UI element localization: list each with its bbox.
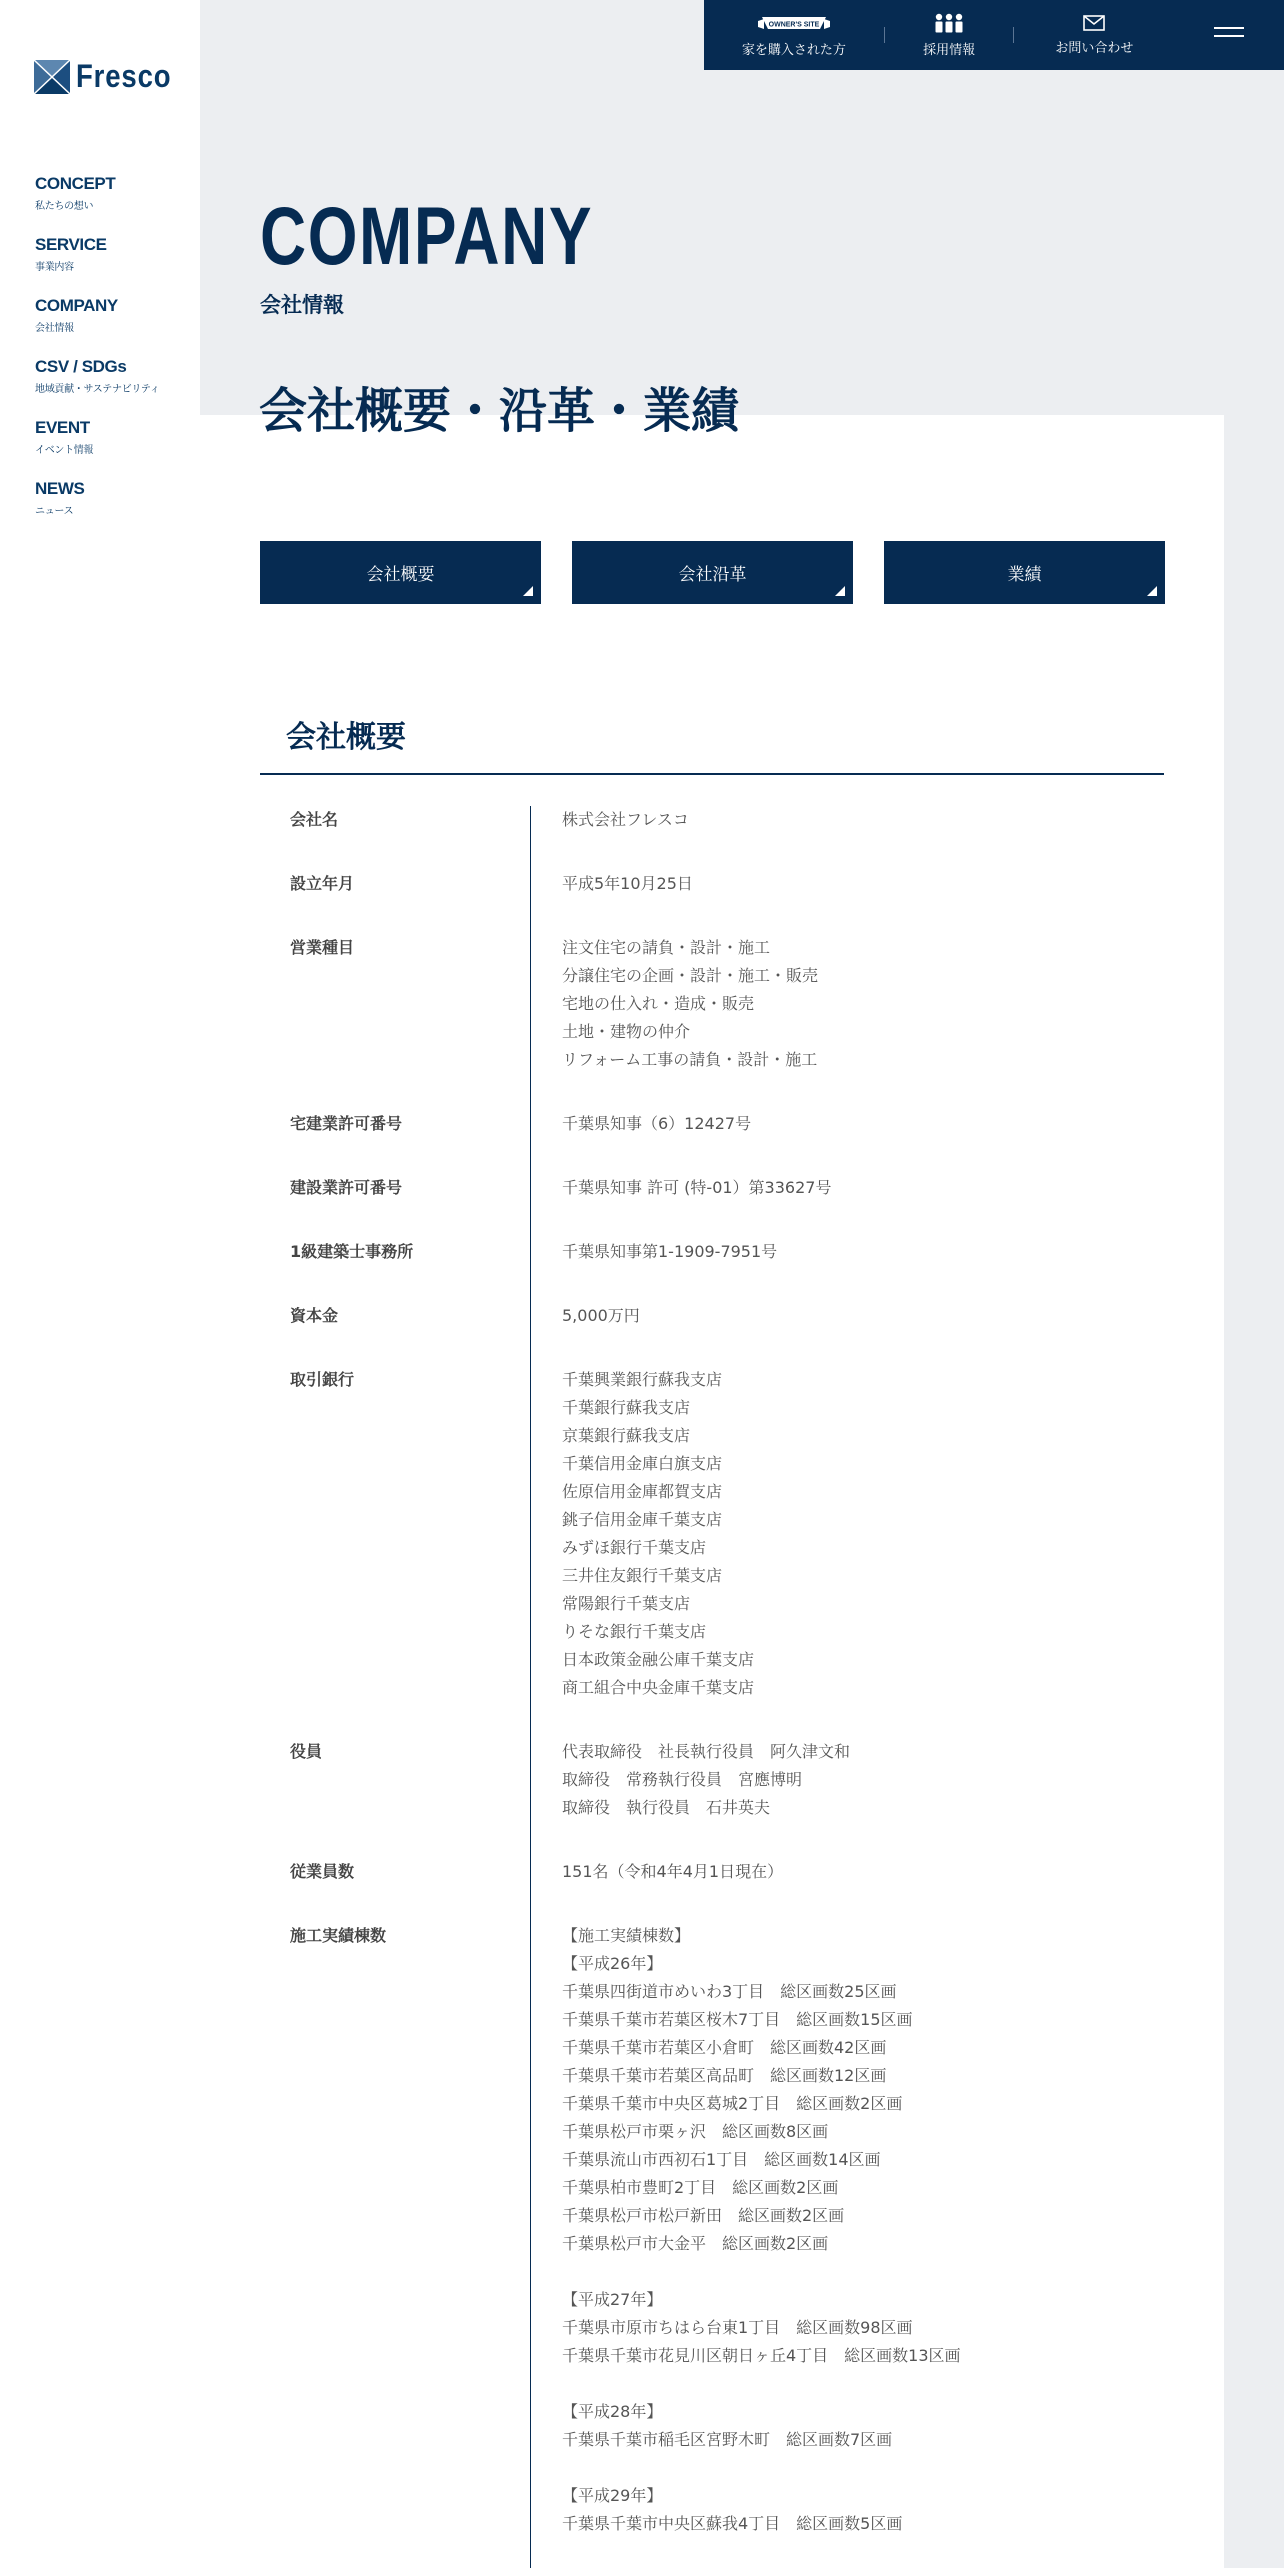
contact-label: お問い合わせ: [1055, 40, 1134, 56]
table-row: [290, 870, 1164, 898]
section-heading: 会社概要・沿革・業績: [259, 383, 740, 439]
corner-arrow-icon: [1147, 586, 1157, 596]
row-value: 【平成29年】: [562, 2486, 663, 2505]
tab-company-overview[interactable]: [260, 541, 541, 604]
row-values: [562, 1922, 961, 2538]
corner-arrow-icon: [835, 586, 845, 596]
owners-site-link[interactable]: [704, 0, 884, 70]
row-values: [562, 1302, 640, 1330]
row-value: 日本政策金融公庫千葉支店: [562, 1650, 755, 1669]
row-value: 千葉興業銀行蘇我支店: [562, 1370, 723, 1389]
owners-site-badge-icon: [758, 13, 830, 33]
row-values: [562, 1738, 850, 1822]
row-values: [562, 1238, 777, 1266]
row-value: 常陽銀行千葉支店: [562, 1594, 691, 1613]
row-label: 施工実績棟数: [290, 1926, 387, 1945]
row-label: 資本金: [290, 1306, 339, 1325]
row-values: [562, 870, 693, 898]
sidebar-item-sublabel: 事業内容: [35, 262, 74, 273]
sidebar-item-news[interactable]: [35, 479, 160, 540]
sidebar-item-csv-sdgs[interactable]: [35, 357, 160, 418]
mail-icon: [1083, 15, 1105, 31]
row-label: 役員: [290, 1742, 323, 1761]
recruit-label: 採用情報: [923, 42, 976, 58]
table-row: [290, 1366, 1164, 1702]
owners-site-badge-text: OWNER'S SITE: [768, 21, 820, 28]
row-value: 千葉県流山市西初石1丁目 総区画数14区画: [562, 2150, 881, 2169]
tab-company-history[interactable]: [572, 541, 853, 604]
row-value: リフォーム工事の請負・設計・施工: [562, 1050, 818, 1069]
row-values: [562, 1858, 783, 1886]
row-value: 三井住友銀行千葉支店: [562, 1566, 723, 1585]
row-value: 千葉県千葉市中央区蘇我4丁目 総区画数5区画: [562, 2514, 903, 2533]
row-label: 従業員数: [290, 1862, 355, 1881]
corner-arrow-icon: [523, 586, 533, 596]
row-value: 代表取締役 社長執行役員 阿久津文和: [562, 1742, 851, 1761]
table-row: [290, 1174, 1164, 1202]
row-value: みずほ銀行千葉支店: [562, 1538, 707, 1557]
sidebar-item-label: SERVICE: [35, 235, 107, 254]
heading-divider: [260, 773, 1164, 775]
sidebar-item-sublabel: 会社情報: [35, 323, 74, 334]
owners-site-label: 家を購入された方: [741, 42, 846, 58]
row-value: 千葉県知事 許可 (特-01）第33627号: [562, 1178, 832, 1197]
row-value: 千葉県千葉市稲毛区宮野木町 総区画数7区画: [562, 2430, 893, 2449]
sidebar-item-label: NEWS: [35, 479, 85, 498]
row-label: 会社名: [290, 810, 339, 829]
row-label: 設立年月: [290, 874, 355, 893]
table-row: [290, 1738, 1164, 1822]
table-row: [290, 1922, 1164, 2538]
row-value: 【施工実績棟数】: [562, 1926, 691, 1945]
row-value: 千葉県千葉市若葉区小倉町 総区画数42区画: [562, 2038, 887, 2057]
anchor-tabs: [260, 541, 1165, 604]
table-row: [290, 1858, 1164, 1886]
row-value: 千葉県市原市ちはら台東1丁目 総区画数98区画: [562, 2318, 913, 2337]
sidebar-item-sublabel: ニュース: [35, 506, 74, 517]
top-bar: [704, 0, 1284, 70]
sidebar-item-label: CONCEPT: [35, 174, 116, 193]
sidebar-item-label: EVENT: [35, 418, 90, 437]
tab-label: 会社概要: [366, 565, 435, 585]
sidebar-item-label: CSV / SDGs: [35, 357, 127, 376]
row-value: 平成5年10月25日: [562, 874, 693, 893]
row-value: 千葉県千葉市若葉区桜木7丁目 総区画数15区画: [562, 2010, 913, 2029]
row-value: 千葉県知事（6）12427号: [562, 1114, 752, 1133]
row-value: 【平成28年】: [562, 2402, 663, 2421]
row-value: 【平成26年】: [562, 1954, 663, 1973]
brand-logo[interactable]: [34, 58, 187, 95]
overview-heading: 会社概要: [286, 720, 406, 755]
row-value: 注文住宅の請負・設計・施工: [562, 938, 771, 957]
sidebar-item-label: COMPANY: [35, 296, 118, 315]
contact-link[interactable]: [1014, 0, 1174, 70]
tab-performance[interactable]: [884, 541, 1165, 604]
row-values: [562, 1366, 754, 1702]
row-value: 千葉県松戸市栗ヶ沢 総区画数8区画: [562, 2122, 829, 2141]
tab-label: 業績: [1007, 565, 1042, 585]
row-label: 取引銀行: [290, 1370, 355, 1389]
row-value: 取締役 常務執行役員 宮應博明: [562, 1770, 803, 1789]
table-row: [290, 1238, 1164, 1266]
sidebar-item-concept[interactable]: [35, 174, 160, 235]
row-value: 分譲住宅の企画・設計・施工・販売: [562, 966, 819, 985]
brand-name: Fresco: [76, 58, 172, 94]
row-value: 151名（令和4年4月1日現在）: [562, 1862, 784, 1881]
row-value: 千葉県千葉市花見川区朝日ヶ丘4丁目 総区画数13区画: [562, 2346, 961, 2365]
row-value: 株式会社フレスコ: [562, 810, 689, 829]
row-value: 京葉銀行蘇我支店: [562, 1426, 691, 1445]
row-label: 建設業許可番号: [290, 1178, 403, 1197]
menu-button[interactable]: [1174, 0, 1284, 70]
row-label: 1級建築士事務所: [290, 1242, 414, 1261]
sidebar-item-sublabel: イベント情報: [35, 445, 94, 456]
table-row: [290, 806, 1164, 834]
row-value: 5,000万円: [562, 1306, 640, 1325]
row-value: 商工組合中央金庫千葉支店: [562, 1678, 755, 1697]
row-value: 千葉県四街道市めいわ3丁目 総区画数25区画: [562, 1982, 897, 2001]
hamburger-menu-icon: [1214, 25, 1244, 39]
row-value: 取締役 執行役員 石井英夫: [562, 1798, 771, 1817]
table-row: [290, 1302, 1164, 1330]
row-value: [562, 2258, 961, 2286]
row-value: 千葉県知事第1-1909-7951号: [562, 1242, 778, 1261]
table-row: [290, 1110, 1164, 1138]
row-value: 千葉県松戸市大金平 総区画数2区画: [562, 2234, 829, 2253]
row-value: 千葉県松戸市松戸新田 総区画数2区画: [562, 2206, 845, 2225]
company-info-table: [290, 806, 1164, 2568]
row-values: [562, 934, 818, 1074]
table-row: [290, 934, 1164, 1074]
fresco-logo-icon: [34, 60, 70, 94]
row-value: 土地・建物の仲介: [562, 1022, 691, 1041]
row-value: 千葉県千葉市若葉区高品町 総区画数12区画: [562, 2066, 887, 2085]
row-value: 銚子信用金庫千葉支店: [562, 1510, 723, 1529]
row-value: [562, 2370, 961, 2398]
row-value: 【平成27年】: [562, 2290, 663, 2309]
people-icon: [933, 13, 965, 33]
row-values: [562, 806, 689, 834]
row-label: 営業種目: [290, 938, 355, 957]
recruit-link[interactable]: [885, 0, 1014, 70]
page-subtitle: 会社情報: [260, 293, 344, 317]
side-nav: [35, 174, 160, 540]
sidebar-item-sublabel: 地域貢献・サステナビリティ: [35, 384, 160, 395]
row-value: 千葉県柏市豊町2丁目 総区画数2区画: [562, 2178, 839, 2197]
row-values: [562, 1110, 751, 1138]
sidebar-item-company[interactable]: [35, 296, 160, 357]
row-value: 千葉銀行蘇我支店: [562, 1398, 691, 1417]
sidebar-item-sublabel: 私たちの想い: [35, 201, 94, 212]
row-value: [562, 2454, 961, 2482]
page-title: COMPANY: [260, 191, 594, 282]
sidebar-item-service[interactable]: [35, 235, 160, 296]
row-value: 佐原信用金庫都賀支店: [562, 1482, 723, 1501]
row-values: [562, 1174, 831, 1202]
row-value: りそな銀行千葉支店: [562, 1622, 707, 1641]
row-value: 宅地の仕入れ・造成・販売: [562, 994, 755, 1013]
row-value: 千葉県千葉市中央区葛城2丁目 総区画数2区画: [562, 2094, 903, 2113]
row-label: 宅建業許可番号: [290, 1114, 403, 1133]
sidebar: [0, 0, 200, 2568]
sidebar-item-event[interactable]: [35, 418, 160, 479]
tab-label: 会社沿革: [678, 565, 747, 585]
row-value: 千葉信用金庫白旗支店: [562, 1454, 723, 1473]
